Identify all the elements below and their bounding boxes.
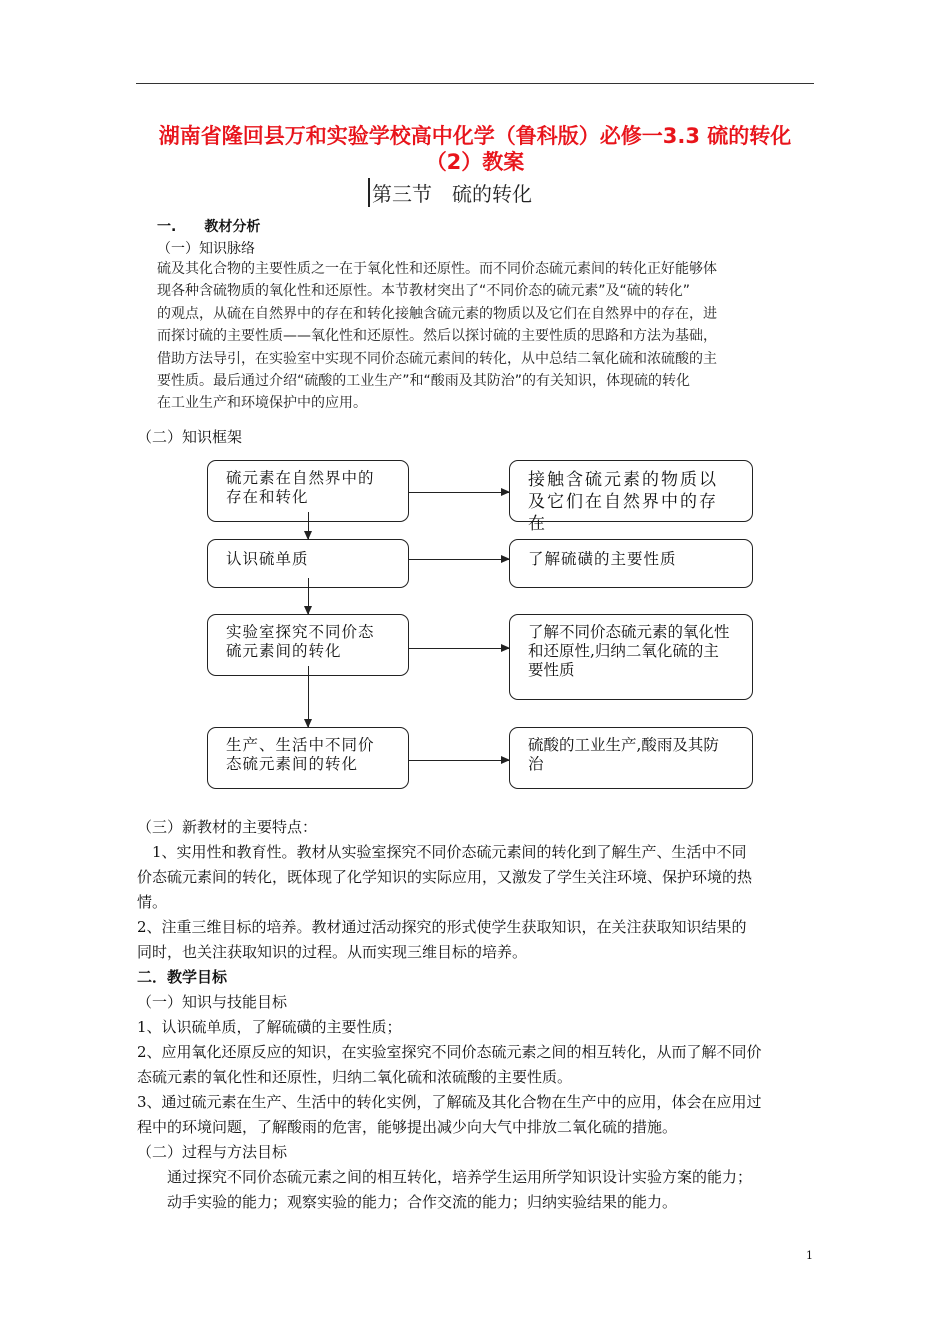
subheading-knowledge-skills: （一）知识与技能目标 [137, 993, 288, 1011]
body-line: 程中的环境问题，了解酸雨的危害，能够提出减少向大气中排放二氧化硫的措施。 [137, 1118, 678, 1136]
flow-box-right-4: 硫酸的工业生产,酸雨及其防治 [509, 727, 753, 789]
heading-teaching-goals: 二．教学目标 [137, 968, 228, 986]
para-line: 硫及其化合物的主要性质之一在于氧化性和还原性。而不同价态硫元素间的转化正好能够体 [157, 261, 717, 277]
flow-box-right-2: 了解硫磺的主要性质 [509, 539, 753, 588]
flow-box-right-3: 了解不同价态硫元素的氧化性和还原性,归纳二氧化硫的主要性质 [509, 614, 753, 700]
body-line: 通过探究不同价态硫元素之间的相互转化，培养学生运用所学知识设计实验方案的能力； [137, 1168, 753, 1186]
flow-box-left-4: 生产、生活中不同价态硫元素间的转化 [207, 727, 409, 789]
para-line: 现各种含硫物质的氧化性和还原性。本节教材突出了“不同价态的硫元素”及“硫的转化” [157, 283, 691, 300]
body-line: 情。 [137, 893, 168, 911]
para-line: 在工业生产和环境保护中的应用。 [157, 395, 367, 412]
subheading-knowledge-context: （一）知识脉络 [157, 241, 255, 257]
flow-box-left-3: 实验室探究不同价态硫元素间的转化 [207, 614, 409, 676]
para-line: 要性质。最后通过介绍“硫酸的工业生产”和“酸雨及其防治”的有关知识，体现硫的转化 [157, 373, 691, 390]
title-line-2: （2）教案 [425, 150, 525, 174]
header-rule [136, 83, 814, 84]
body-line: 态硫元素的氧化性和还原性，归纳二氧化硫和浓硫酸的主要性质。 [137, 1068, 573, 1086]
arrow-down-2 [308, 578, 309, 614]
body-line: 3、通过硫元素在生产、生活中的转化实例，了解硫及其化合物在生产中的应用，体会在应用过 [137, 1093, 762, 1111]
para-line: 借助方法导引，在实验室中实现不同价态硫元素间的转化，从中总结二氧化硫和浓硫酸的主 [157, 350, 717, 367]
arrow-right-2 [409, 559, 509, 560]
subheading-features: （三）新教材的主要特点： [137, 818, 318, 836]
heading-textbook-analysis: 一. 教材分析 [157, 219, 261, 235]
title-line-1: 湖南省隆回县万和实验学校高中化学（鲁科版）必修一3.3 硫的转化 [158, 124, 792, 148]
para-line: 的观点，从硫在自然界中的存在和转化接触含硫元素的物质以及它们在自然界中的存在，进 [157, 305, 717, 322]
arrow-right-4 [409, 760, 509, 761]
body-line: 1、实用性和教育性。教材从实验室探究不同价态硫元素间的转化到了解生产、生活中不同 [137, 843, 747, 861]
flow-box-left-2: 认识硫单质 [207, 539, 409, 588]
section-subtitle: 第三节 硫的转化 [368, 178, 532, 207]
document-body [137, 815, 817, 1215]
body-line: 2、应用氧化还原反应的知识，在实验室探究不同价态硫元素之间的相互转化，从而了解不同价 [137, 1043, 762, 1061]
arrow-right-1 [409, 492, 509, 493]
flow-box-left-1: 硫元素在自然界中的存在和转化 [207, 460, 409, 522]
flow-box-right-1: 接触含硫元素的物质以及它们在自然界中的存在 [509, 460, 753, 522]
subheading-process-method: （二）过程与方法目标 [137, 1143, 288, 1161]
arrow-down-1 [308, 512, 309, 539]
document-title [130, 123, 820, 175]
para-line: 而探讨硫的主要性质——氧化性和还原性。然后以探讨硫的主要性质的思路和方法为基础， [157, 328, 717, 345]
arrow-down-3 [308, 666, 309, 727]
knowledge-context-paragraph [157, 258, 717, 415]
body-line: 同时，也关注获取知识的过程。从而实现三维目标的培养。 [137, 943, 528, 961]
subheading-knowledge-framework: （二）知识框架 [137, 428, 243, 446]
page-number: 1 [806, 1249, 813, 1262]
body-line: 动手实验的能力；观察实验的能力；合作交流的能力；归纳实验结果的能力。 [137, 1193, 678, 1211]
body-line: 价态硫元素间的转化，既体现了化学知识的实际应用，又激发了学生关注环境、保护环境的热 [137, 868, 753, 886]
arrow-right-3 [409, 648, 509, 649]
body-line: 1、认识硫单质，了解硫磺的主要性质； [137, 1018, 402, 1036]
body-line: 2、注重三维目标的培养。教材通过活动探究的形式使学生获取知识，在关注获取知识结果的 [137, 918, 747, 936]
